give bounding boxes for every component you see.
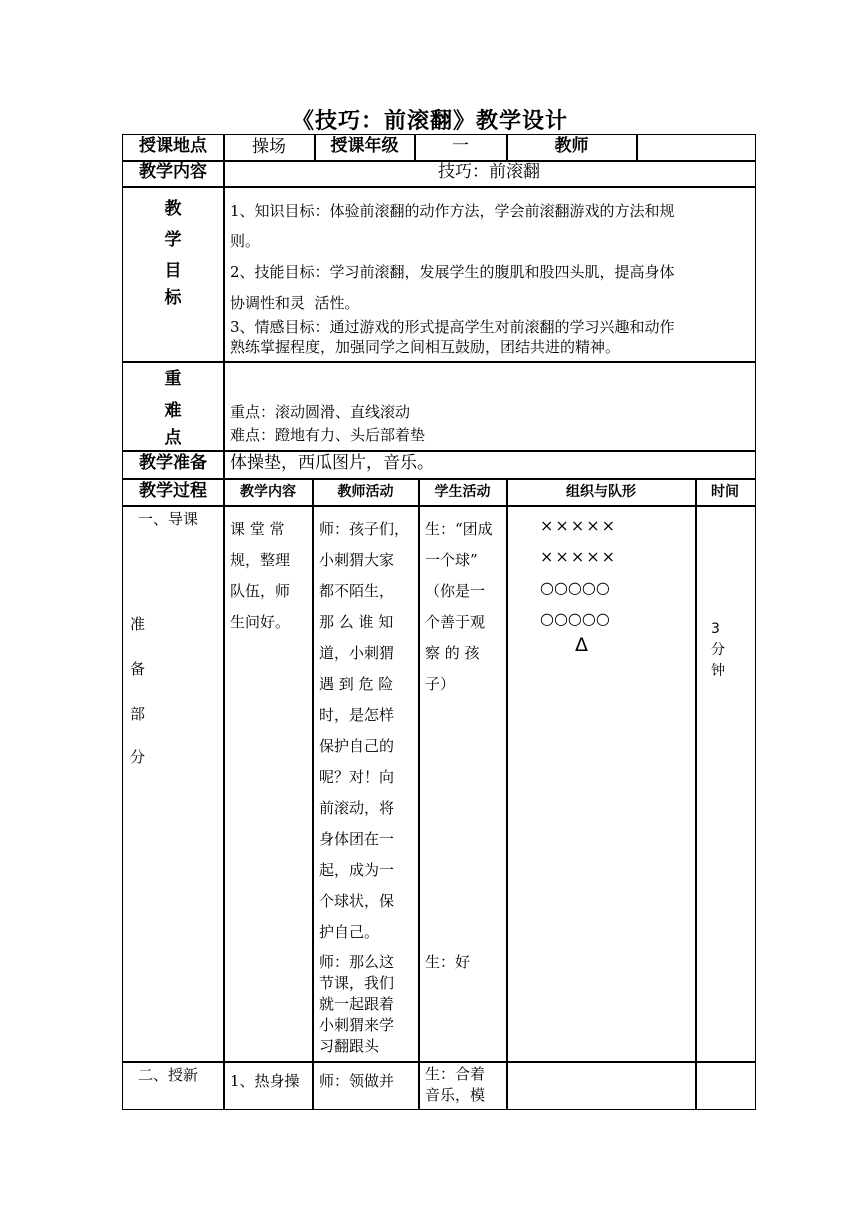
stage1-teacher-a8: 保护自己的	[319, 737, 395, 755]
grade-value: 一	[452, 136, 469, 156]
stage1-teacher-a3: 都不陌生，	[319, 582, 395, 600]
formation-row-1: ×××××	[540, 516, 618, 535]
objective-line-6: 熟练掌握程度，加强同学之间相互鼓励，团结共进的精神。	[230, 338, 621, 356]
stage1-teacher-a2: 小刺猬大家	[319, 551, 395, 569]
content-label: 教学内容	[139, 162, 207, 182]
formation-row-3: ○○○○○	[540, 578, 610, 597]
difficult-point: 难点：蹬地有力、头后部着垫	[230, 426, 426, 444]
content-value: 技巧：前滚翻	[438, 162, 540, 182]
stage1-teacher-a6: 遇 到 危 险	[319, 675, 394, 693]
stage1-time-cell	[695, 505, 756, 1063]
process-header-3: 教师活动	[337, 484, 394, 500]
teacher-label: 教师	[554, 136, 589, 156]
stage1-teacher-a14: 护自己。	[319, 923, 380, 941]
place-label: 授课地点	[139, 136, 207, 156]
stage1-content-3: 队伍，师	[230, 582, 291, 600]
stage1-student-a1: 生：“团成	[425, 520, 493, 538]
process-header-1: 教学过程	[139, 481, 207, 501]
stage2-name: 二、授新	[138, 1066, 199, 1084]
stage1-teacher-b5: 习翻跟头	[319, 1037, 380, 1055]
stage1-part-3: 部	[130, 705, 146, 723]
preparation-label: 教学准备	[139, 453, 207, 473]
objectives-label-1: 教	[164, 199, 182, 219]
stage1-content-2: 规，整理	[230, 551, 291, 569]
stage1-name-cell	[122, 505, 225, 1063]
stage1-teacher-a10: 前滚动，将	[319, 799, 395, 817]
stage1-name: 一、导课	[138, 510, 199, 528]
stage1-student-a4: 个善于观	[425, 613, 486, 631]
place-value: 操场	[252, 137, 286, 157]
keypoints-label-3: 点	[164, 428, 182, 448]
stage1-teacher-a4: 那 么 谁 知	[319, 613, 394, 631]
teacher-value-cell	[636, 134, 756, 162]
stage1-time-3: 钟	[711, 663, 725, 679]
stage1-student-a3: （你是一	[425, 582, 486, 600]
stage1-teacher-a7: 时，是怎样	[319, 706, 395, 724]
objective-line-2: 则。	[230, 232, 261, 250]
stage1-part-4: 分	[130, 748, 146, 766]
key-point: 重点：滚动圆滑、直线滚动	[230, 403, 411, 421]
process-header-5: 组织与队形	[566, 484, 636, 500]
stage2-student-2: 音乐，模	[425, 1086, 486, 1104]
stage1-teacher-a13: 个球状，保	[319, 892, 395, 910]
stage1-teacher-b2: 节课，我们	[319, 974, 395, 992]
stage1-content-1: 课 堂 常	[230, 520, 285, 538]
stage1-part-2: 备	[130, 660, 146, 678]
objectives-label-3: 目	[164, 261, 182, 281]
stage1-teacher-a5: 道，小刺猬	[319, 644, 395, 662]
stage1-teacher-a11: 身体团在一	[319, 830, 395, 848]
stage2-content: 1、热身操	[230, 1072, 300, 1090]
objective-line-1: 1、知识目标：体验前滚翻的动作方法，学会前滚翻游戏的方法和规	[230, 202, 675, 220]
stage1-student-a5: 察 的 孩	[425, 644, 480, 662]
stage1-teacher-b1: 师：那么这	[319, 953, 395, 971]
stage1-teacher-b4: 小刺猬来学	[319, 1016, 395, 1034]
stage2-time-cell	[695, 1061, 756, 1110]
process-header-6: 时间	[711, 484, 739, 500]
formation-row-4: ○○○○○	[540, 609, 610, 628]
stage1-student-a6: 子）	[425, 675, 456, 693]
objective-line-4: 协调性和灵 活性。	[230, 294, 360, 312]
stage2-formation-cell	[506, 1061, 697, 1110]
stage1-student-a2: 一个球”	[425, 551, 478, 569]
objective-line-5: 3、情感目标：通过游戏的形式提高学生对前滚翻的学习兴趣和动作	[230, 318, 675, 336]
stage2-student-1: 生：合着	[425, 1065, 486, 1083]
objectives-label-2: 学	[164, 230, 182, 250]
stage1-teacher-a12: 起，成为一	[319, 861, 395, 879]
stage1-teacher-a1: 师：孩子们，	[319, 520, 410, 538]
grade-label: 授课年级	[330, 136, 399, 156]
process-header-4: 学生活动	[434, 484, 491, 500]
formation-row-2: ×××××	[540, 547, 618, 566]
objectives-label-4: 标	[164, 288, 182, 308]
objective-line-3: 2、技能目标：学习前滚翻，发展学生的腹肌和股四头肌，提高身体	[230, 263, 675, 281]
stage2-teacher: 师：领做并	[319, 1072, 395, 1090]
stage1-time-1: 3	[711, 621, 720, 637]
stage1-teacher-b3: 就一起跟着	[319, 995, 395, 1013]
process-header-2: 教学内容	[240, 484, 296, 500]
preparation-value: 体操垫，西瓜图片，音乐。	[230, 453, 434, 473]
keypoints-label-1: 重	[164, 369, 182, 389]
stage1-student-b: 生：好	[425, 953, 471, 971]
stage1-time-2: 分	[711, 642, 725, 658]
page-title: 《技巧：前滚翻》教学设计	[291, 108, 568, 134]
stage1-teacher-a9: 呢？对！向	[319, 768, 395, 786]
stage1-content-4: 生问好。	[230, 613, 291, 631]
formation-teacher-mark: Δ	[575, 634, 588, 656]
keypoints-label-2: 难	[164, 401, 182, 421]
stage1-part-1: 准	[130, 615, 146, 633]
